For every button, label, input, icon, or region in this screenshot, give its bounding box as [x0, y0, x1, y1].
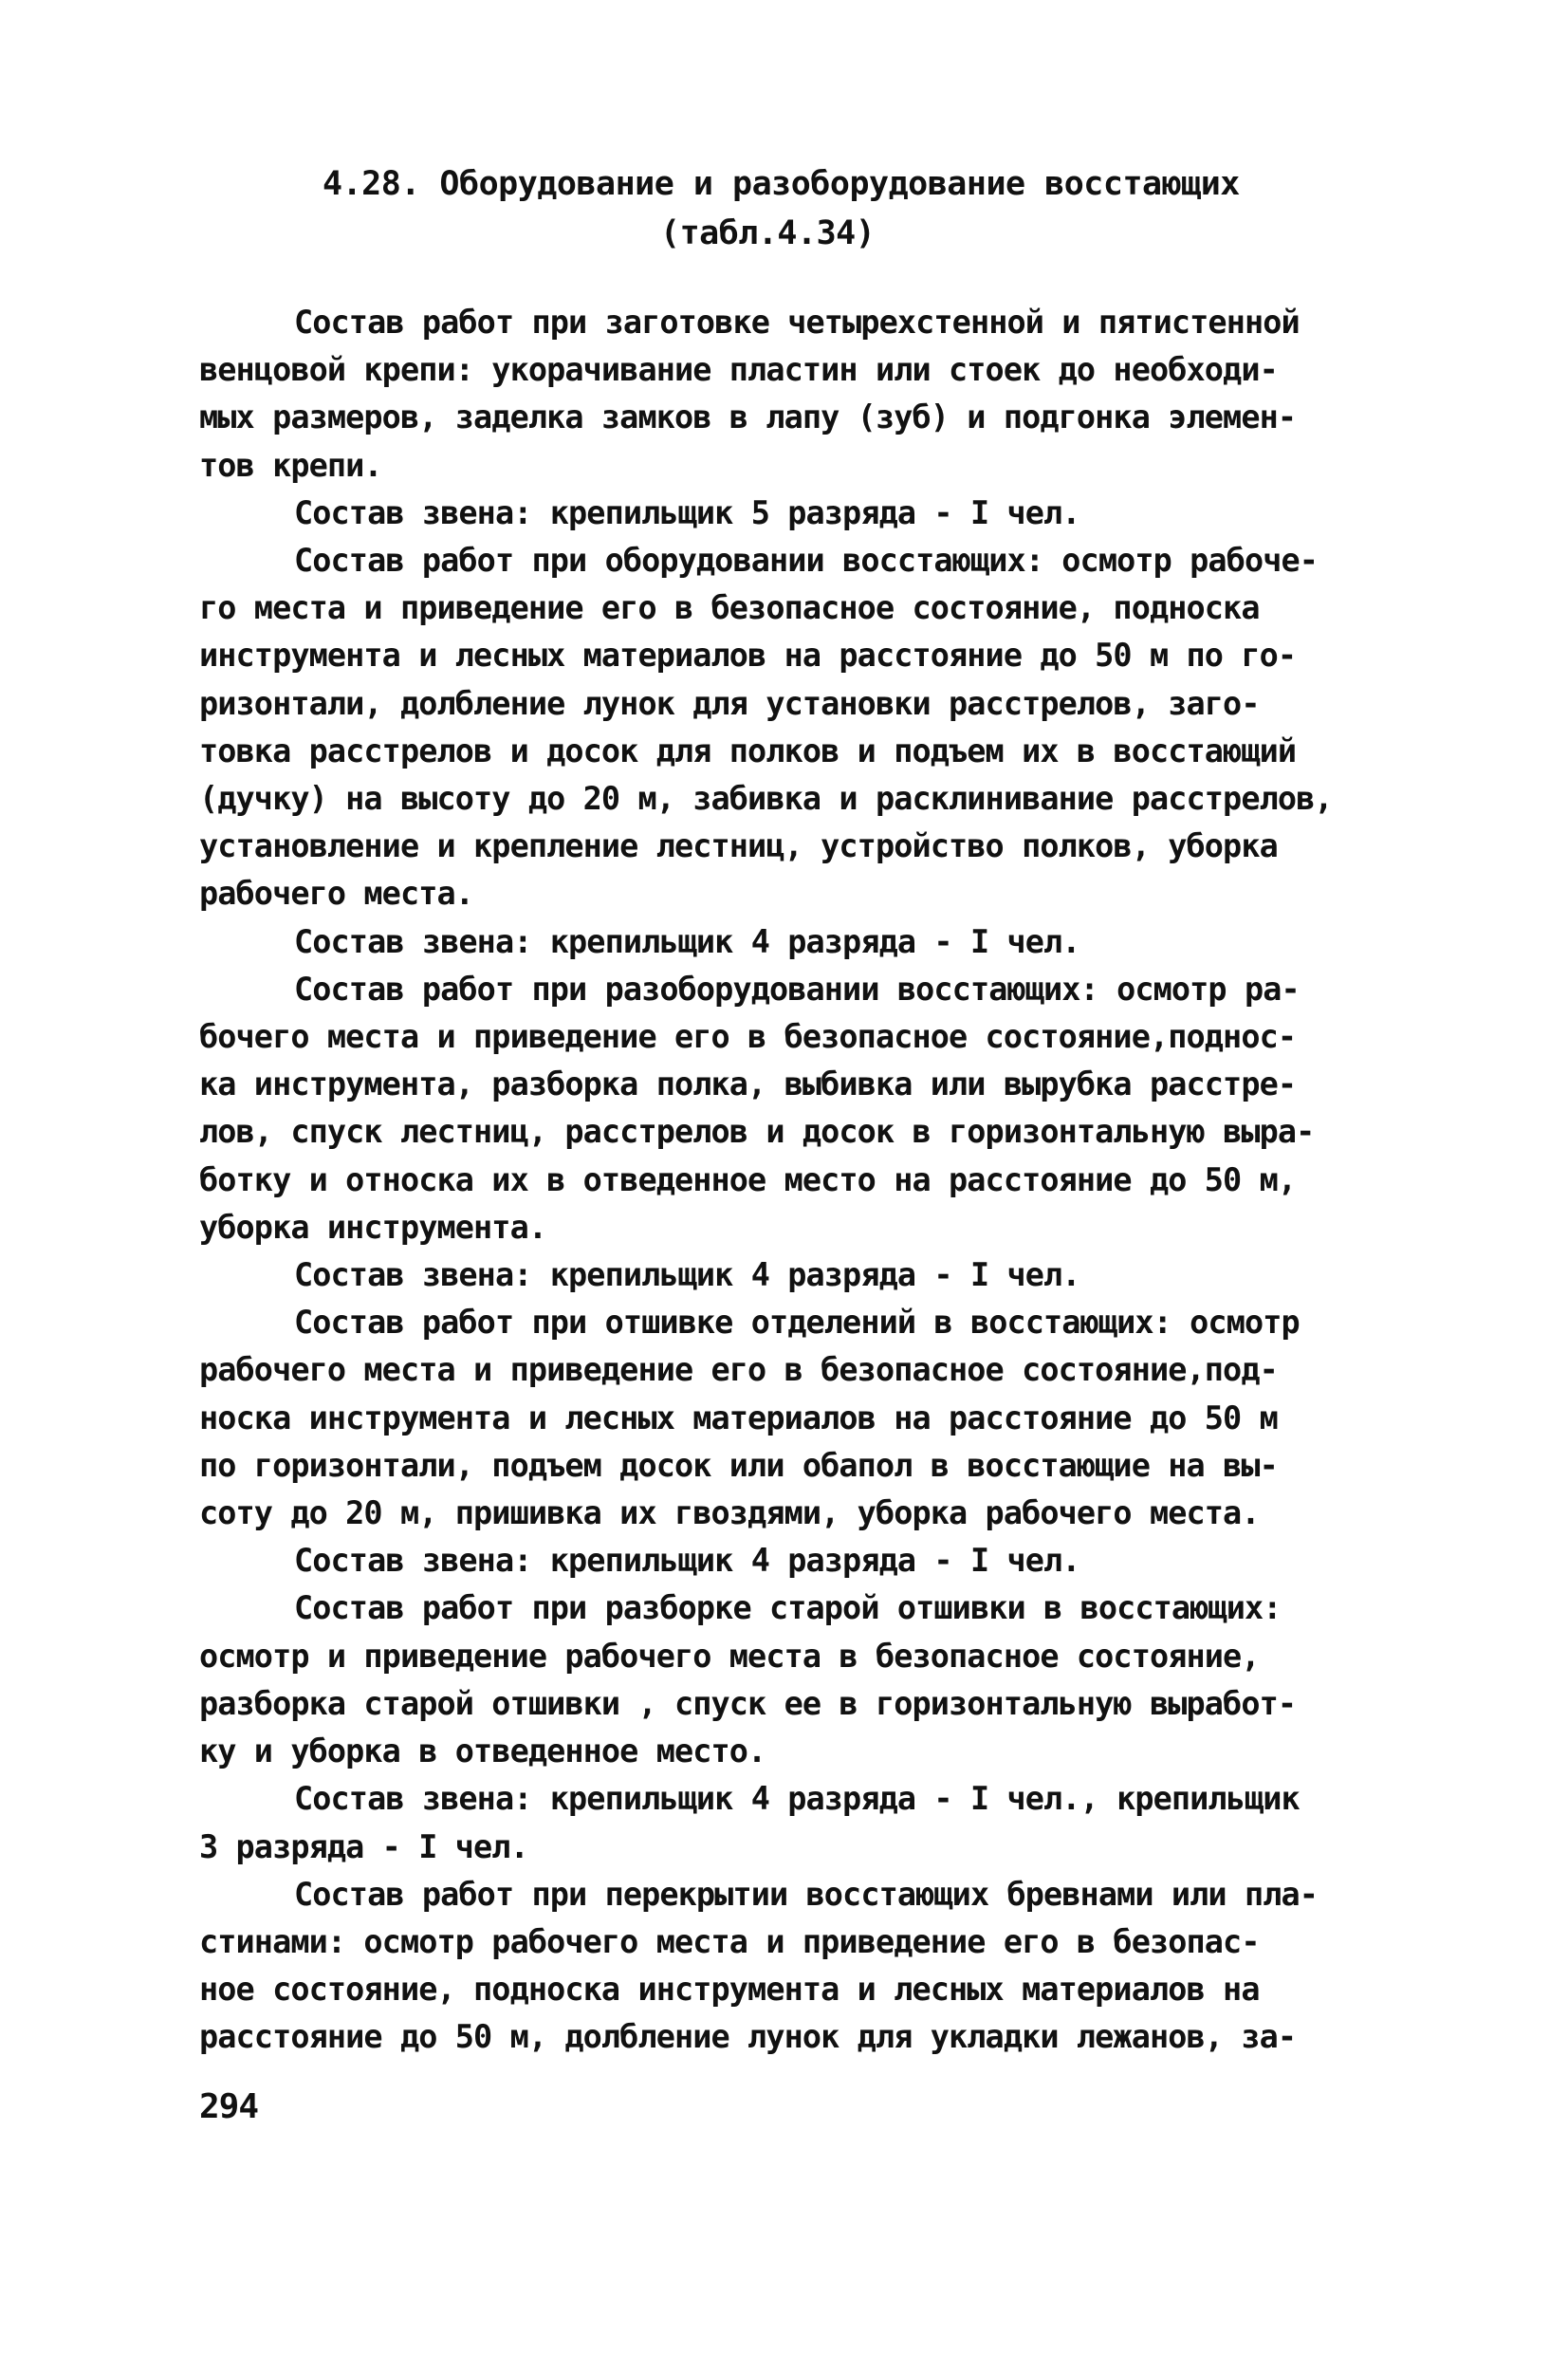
text-line: тов крепи. [199, 446, 382, 484]
paragraph-crew-composition [199, 490, 1375, 537]
paragraph-crew-composition [199, 1537, 1375, 1584]
table-reference: (табл.4.34) [660, 214, 876, 252]
text-line: Состав работ при оборудовании восстающих: осмотр рабоче- [294, 542, 1319, 580]
text-line: (дучку) на высоту до 20 м, забивка и расклинивание расстрелов, [199, 780, 1333, 818]
text-line: ризонтали, долбление лунок для установки расстрелов, заго- [199, 684, 1260, 722]
text-line: осмотр и приведение рабочего места в безопасное состояние, [199, 1637, 1260, 1675]
paragraph-crew-composition [199, 918, 1375, 966]
text-line: рабочего места. [199, 875, 474, 913]
paragraph-dismantling-raises [199, 966, 1375, 1251]
text-line: соту до 20 м, пришивка их гвоздями, уборка рабочего места. [199, 1494, 1260, 1532]
text-line: расстояние до 50 м, долбление лунок для укладки лежанов, за- [199, 2018, 1297, 2056]
body-text [199, 299, 1375, 2062]
text-line: Состав работ при разборке старой отшивки в восстающих: [294, 1589, 1282, 1627]
paragraph-removing-old-lining [199, 1584, 1375, 1775]
text-line: уборка инструмента. [199, 1208, 547, 1246]
text-line: Состав работ при отшивке отделений в восстающих: осмотр [294, 1304, 1300, 1342]
section-heading [323, 159, 1271, 258]
text-line: разборка старой отшивки , спуск ее в горизонтальную выработ- [199, 1684, 1297, 1722]
text-line: Состав звена: крепильщик 5 разряда - I чел. [294, 493, 1080, 531]
text-line: Состав звена: крепильщик 4 разряда - I чел. [294, 1256, 1080, 1294]
text-line: ка инструмента, разборка полка, выбивка или вырубка расстре- [199, 1065, 1297, 1103]
paragraph-crew-composition [199, 1775, 1375, 1870]
text-line: бочего места и приведение его в безопасное состояние,поднос- [199, 1018, 1297, 1056]
paragraph-lining-compartments [199, 1299, 1375, 1537]
text-line: рабочего места и приведение его в безопасное состояние,под- [199, 1351, 1278, 1389]
section-title: 4.28. Оборудование и разоборудование восстающих [323, 165, 1240, 203]
paragraph-crew-composition [199, 1251, 1375, 1299]
text-line: Состав звена: крепильщик 4 разряда - I чел., крепильщик [294, 1780, 1300, 1818]
text-line: стинами: осмотр рабочего места и приведение его в безопас- [199, 1922, 1260, 1960]
page-number: 294 [199, 2087, 259, 2126]
text-line: Состав звена: крепильщик 4 разряда - I чел. [294, 922, 1080, 960]
text-line: Состав работ при заготовке четырехстенной и пятистенной [294, 304, 1300, 341]
text-line: го места и приведение его в безопасное состояние, подноска [199, 589, 1260, 627]
text-line: по горизонтали, подъем досок или обапол в восстающие на вы- [199, 1446, 1278, 1484]
text-line: ное состояние, подноска инструмента и лесных материалов на [199, 1971, 1260, 2009]
text-line: инструмента и лесных материалов на расстояние до 50 м по го- [199, 637, 1297, 675]
paragraph-covering-raises [199, 1871, 1375, 2062]
text-line: носка инструмента и лесных материалов на расстояние до 50 м [199, 1399, 1278, 1436]
text-line: установление и крепление лестниц, устройство полков, уборка [199, 827, 1278, 865]
text-line: венцовой крепи: укорачивание пластин или стоек до необходи- [199, 351, 1278, 389]
text-line: Состав работ при перекрытии восстающих бревнами или пла- [294, 1875, 1319, 1913]
text-line: Состав работ при разоборудовании восстающих: осмотр ра- [294, 970, 1300, 1008]
text-line: ку и уборка в отведенное место. [199, 1732, 766, 1770]
text-line: ботку и относка их в отведенное место на расстояние до 50 м, [199, 1160, 1297, 1198]
paragraph-equipping-raises [199, 537, 1375, 918]
text-line: мых размеров, заделка замков в лапу (зуб) и подгонка элемен- [199, 398, 1297, 436]
text-line: товка расстрелов и досок для полков и подъем их в восстающий [199, 732, 1297, 769]
text-line: лов, спуск лестниц, расстрелов и досок в горизонтальную выра- [199, 1113, 1315, 1151]
text-line: Состав звена: крепильщик 4 разряда - I чел. [294, 1542, 1080, 1580]
paragraph-preparation-work [199, 299, 1375, 490]
text-line: 3 разряда - I чел. [199, 1827, 528, 1865]
